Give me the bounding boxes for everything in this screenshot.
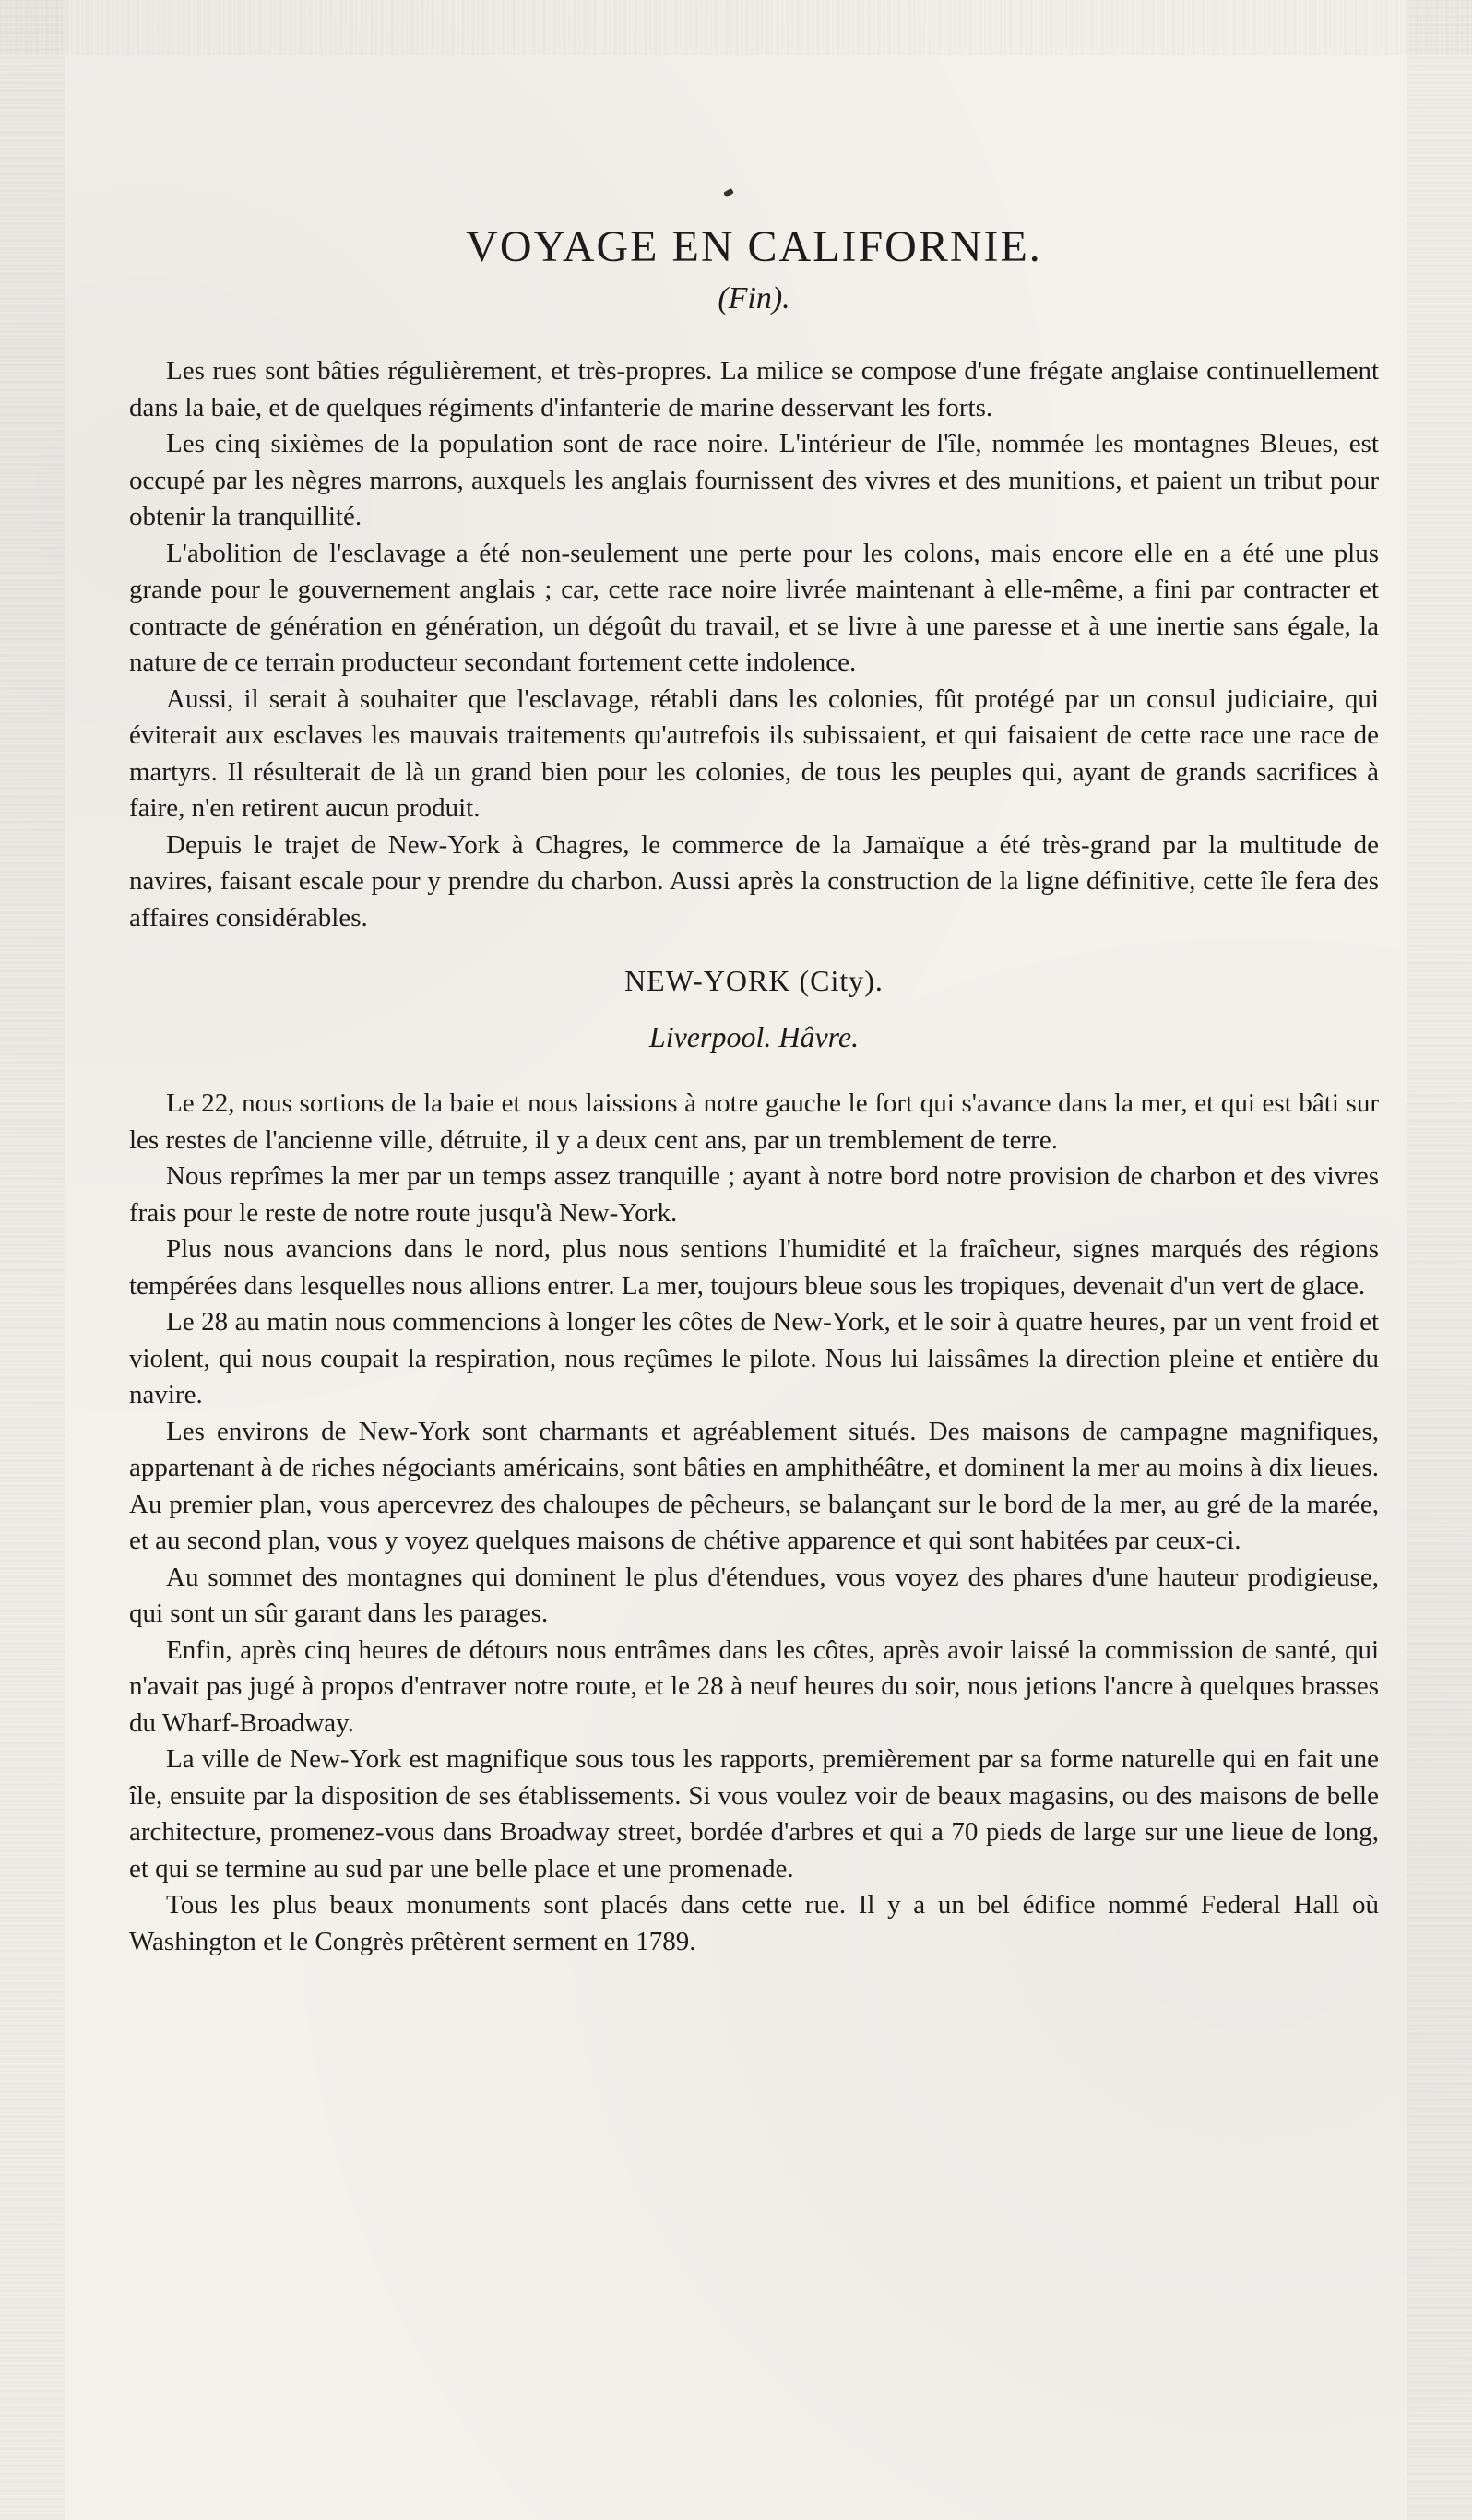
paragraph: Les cinq sixièmes de la population sont de race noire. L'intérieur de l'île, nommée les montagnes Bleues, est occupé par les nègres marrons, auxquels les anglais fournissent des vivres et des munitions, et paient un tribut pour obtenir la tranquillité.	[129, 429, 1379, 531]
paragraph: Plus nous avancions dans le nord, plus nous sentions l'humidité et la fraîcheur, signes marqués des régions tempérées dans lesquelles nous allions entrer. La mer, toujours bleue sous les tropiques, devenait d'un vert de glace.	[129, 1234, 1379, 1301]
paragraph: La ville de New-York est magnifique sous tous les rapports, premièrement par sa forme naturelle qui en fait une île, ensuite par la disposition de ses établissements. Si vous voulez voir de beaux magasins, ou des maisons de belle architecture, promenez-vous dans Broadway street, bordée d'arbres et qui a 70 pieds de large sur une lieue de long, et qui se termine au sud par une belle place et une promenade.	[129, 1744, 1379, 1884]
ink-mark	[723, 188, 734, 197]
paragraph: Les environs de New-York sont charmants et agréablement situés. Des maisons de campagne magnifiques, appartenant à de riches négociants américains, sont bâties en amphithéâtre, et dominent la mer au moins à dix lieues. Au premier plan, vous apercevrez des chaloupes de pêcheurs, se balançant sur le bord de la mer, au gré de la marée, et au second plan, vous y voyez quelques maisons de chétive apparence et qui sont habitées par ceux-ci.	[129, 1416, 1379, 1555]
paragraph: Nous reprîmes la mer par un temps assez tranquille ; ayant à notre bord notre provision de charbon et des vivres frais pour le reste de notre route jusqu'à New-York.	[129, 1161, 1379, 1228]
paragraph: Le 28 au matin nous commencions à longer les côtes de New-York, et le soir à quatre heures, par un vent froid et violent, qui nous coupait la respiration, nous reçûmes le pilote. Nous lui laissâmes la direction pleine et entière du navire.	[129, 1307, 1379, 1409]
section-subtitle: Liverpool. Hâvre.	[648, 1020, 860, 1053]
scan-noise-right	[1407, 0, 1472, 2520]
scan-noise-top	[0, 0, 1472, 55]
paragraph: Les rues sont bâties régulièrement, et très-propres. La milice se compose d'une frégate anglaise continuellement dans la baie, et de quelques régiments d'infanterie de marine desservant les forts.	[129, 356, 1379, 422]
scan-noise-left	[0, 0, 65, 2520]
section-title: NEW-YORK (City).	[624, 964, 884, 997]
paragraph: Enfin, après cinq heures de détours nous entrâmes dans les côtes, après avoir laissé la commission de santé, qui n'avait pas jugé à propos d'entraver notre route, et le 28 à neuf heures du soir, nous jetions l'ancre à quelques brasses du Wharf-Broadway.	[129, 1634, 1379, 1738]
paragraph: Au sommet des montagnes qui dominent le plus d'étendues, vous voyez des phares d'une hauteur prodigieuse, qui sont un sûr garant dans les parages.	[129, 1562, 1379, 1628]
paragraph: Le 22, nous sortions de la baie et nous laissions à notre gauche le fort qui s'avance dans la mer, et qui est bâti sur les restes de l'ancienne ville, détruite, il y a deux cent ans, par un tremblement de terre.	[129, 1088, 1379, 1155]
paragraph: L'abolition de l'esclavage a été non-seulement une perte pour les colons, mais encore elle en a été une plus grande pour le gouvernement anglais ; car, cette race noire livrée maintenant à elle-même, a fini par contracter et contracte de génération en génération, un dégoût du travail, et se livre à une paresse et à une inertie sans égale, la nature de ce terrain producteur secondant fortement cette indolence.	[129, 538, 1379, 677]
document-body	[129, 221, 1379, 1960]
paragraph: Tous les plus beaux monuments sont placés dans cette rue. Il y a un bel édifice nommé Federal Hall où Washington et le Congrès prêtèrent serment en 1789.	[129, 1890, 1379, 1956]
article-subtitle: (Fin).	[718, 281, 790, 315]
article-title: VOYAGE EN CALIFORNIE.	[466, 222, 1042, 271]
paragraph: Depuis le trajet de New-York à Chagres, le commerce de la Jamaïque a été très-grand par la multitude de navires, faisant escale pour y prendre du charbon. Aussi après la construction de la ligne définitive, cette île fera des affaires considérables.	[129, 829, 1379, 933]
paragraph: Aussi, il serait à souhaiter que l'esclavage, rétabli dans les colonies, fût protégé par un consul judiciaire, qui éviterait aux esclaves les mauvais traitements qu'autrefois ils subissaient, et qui faisaient de cette race une race de martyrs. Il résulterait de là un grand bien pour les colonies, de tous les peuples qui, ayant de grands sacrifices à faire, n'en retirent aucun produit.	[129, 683, 1379, 823]
